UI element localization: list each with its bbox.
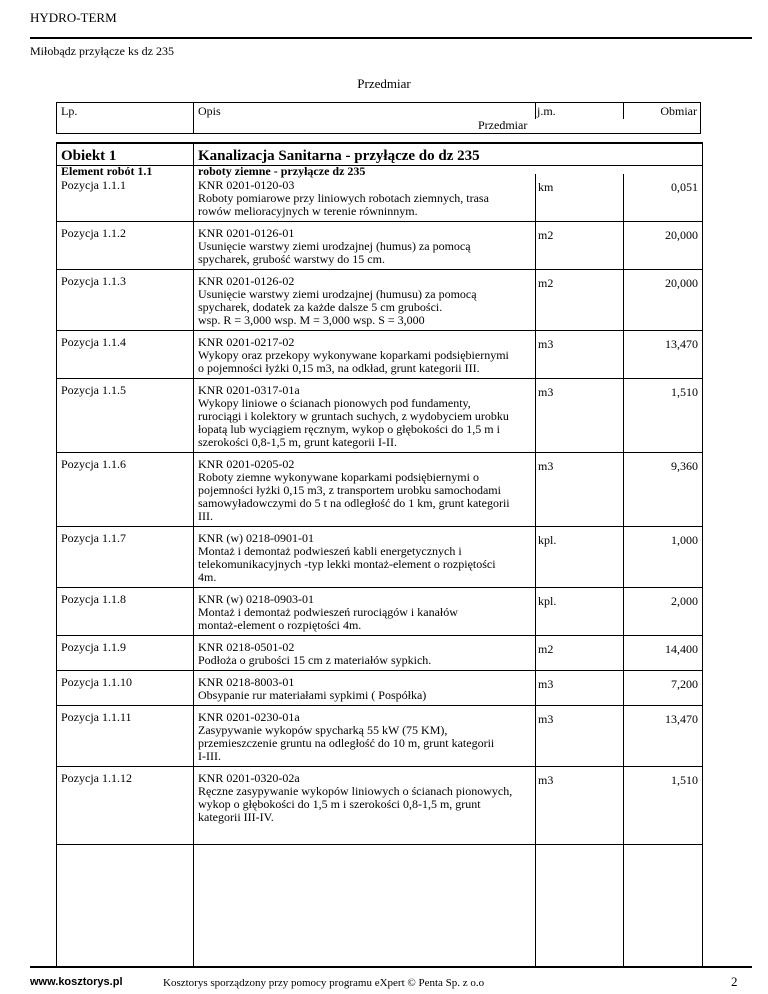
row-code: KNR 0201-0126-02 — [198, 274, 295, 288]
row-quantity: 13,470 — [665, 337, 698, 351]
row-quantity: 0,051 — [671, 180, 698, 194]
row-position: Pozycja 1.1.4 — [61, 335, 126, 349]
row-quantity: 7,200 — [671, 677, 698, 691]
company-name: HYDRO-TERM — [30, 10, 117, 25]
row-code: KNR (w) 0218-0901-01 — [198, 531, 314, 545]
row-description-line: Ręczne zasypywanie wykopów liniowych o ścianach pionowych, — [198, 784, 513, 798]
row-position: Pozycja 1.1.8 — [61, 592, 126, 606]
footer-rule — [30, 966, 752, 968]
row-code: KNR 0201-0120-03 — [198, 178, 295, 192]
row-divider — [57, 635, 702, 636]
row-unit: m3 — [538, 337, 554, 351]
row-divider — [57, 670, 702, 671]
header-rule — [30, 37, 752, 39]
object-title: Kanalizacja Sanitarna - przyłącze do dz 235 — [198, 148, 480, 164]
row-position: Pozycja 1.1.11 — [61, 710, 132, 724]
row-unit: m3 — [538, 773, 554, 787]
row-description-line: rurociągi i kolektory w gruntach suchych, z wydobyciem urobku — [198, 409, 509, 423]
row-unit: m2 — [538, 228, 554, 242]
row-code: KNR 0218-0501-02 — [198, 640, 295, 654]
row-description-line: łopatą lub wyciągiem ręcznym, wykop o głębokości do 1,5 m i — [198, 422, 500, 436]
row-description-line: 4m. — [198, 570, 217, 584]
row-divider — [57, 766, 702, 767]
row-quantity: 1,510 — [671, 773, 698, 787]
row-unit: m2 — [538, 276, 554, 290]
row-description-line: Roboty pomiarowe przy liniowych robotach ziemnych, trasa — [198, 191, 489, 205]
row-divider — [57, 526, 702, 527]
row-code: KNR 0201-0317-01a — [198, 383, 300, 397]
row-description-line: Zasypywanie wykopów spycharką 55 kW (75 KM), — [198, 723, 448, 737]
document-title: Przedmiar — [357, 76, 411, 91]
row-position: Pozycja 1.1.6 — [61, 457, 126, 471]
row-description-line: I-III. — [198, 749, 221, 763]
row-quantity: 20,000 — [665, 228, 698, 242]
object-label: Obiekt 1 — [61, 148, 117, 164]
row-description-line: rowów melioracyjnych w terenie równinnym. — [198, 204, 418, 218]
row-quantity: 9,360 — [671, 459, 698, 473]
row-divider — [57, 269, 702, 270]
row-code: KNR 0201-0320-02a — [198, 771, 300, 785]
row-unit: kpl. — [538, 594, 557, 608]
row-description-line: samowyładowczymi do 5 t na odległość do 1 km, grunt kategorii — [198, 496, 510, 510]
row-description-line: wsp. R = 3,000 wsp. M = 3,000 wsp. S = 3,000 — [198, 313, 425, 327]
row-code: KNR 0201-0126-01 — [198, 226, 295, 240]
row-position: Pozycja 1.1.1 — [61, 178, 126, 192]
row-description-line: szerokości 0,8-1,5 m, grunt kategorii I-II. — [198, 435, 397, 449]
row-divider — [57, 705, 702, 706]
row-description-line: telekomunikacyjnych -typ lekki montaż-element o rozpiętości — [198, 557, 496, 571]
row-unit: kpl. — [538, 533, 557, 547]
row-quantity: 1,510 — [671, 385, 698, 399]
row-unit: m3 — [538, 677, 554, 691]
row-quantity: 2,000 — [671, 594, 698, 608]
row-quantity: 1,000 — [671, 533, 698, 547]
footer-note: Kosztorys sporządzony przy pomocy programu eXpert © Penta Sp. z o.o — [163, 977, 485, 989]
row-description-line: Wykopy oraz przekopy wykonywane koparkami podsiębiernymi — [198, 348, 509, 362]
row-divider — [57, 587, 702, 588]
row-divider — [57, 452, 702, 453]
row-quantity: 14,400 — [665, 642, 698, 656]
row-divider — [57, 378, 702, 379]
col-obmiar: Obmiar — [660, 104, 697, 118]
row-description-line: Podłoża o grubości 15 cm z materiałów sypkich. — [198, 653, 432, 667]
row-description-line: Usunięcie warstwy ziemi urodzajnej (humusu) za pomocą — [198, 287, 477, 301]
col-przedmiar: Przedmiar — [478, 118, 528, 132]
row-unit: m3 — [538, 459, 554, 473]
row-unit: m2 — [538, 642, 554, 656]
row-position: Pozycja 1.1.12 — [61, 771, 132, 785]
col-lp: Lp. — [61, 104, 78, 118]
row-description-line: przemieszczenie gruntu na odległość do 10 m, grunt kategorii — [198, 736, 495, 750]
row-position: Pozycja 1.1.3 — [61, 274, 126, 288]
row-description-line: Obsypanie rur materiałami sypkimi ( Pospółka) — [198, 688, 427, 702]
row-description-line: montaż-element o rozpiętości 4m. — [198, 618, 362, 632]
row-quantity: 13,470 — [665, 712, 698, 726]
row-divider — [57, 330, 702, 331]
row-divider — [57, 844, 702, 845]
col-jm: j.m. — [537, 104, 556, 118]
row-description-line: Wykopy liniowe o ścianach pionowych pod fundamenty, — [198, 396, 471, 410]
row-description-line: spycharek, grubość warstwy do 15 cm. — [198, 252, 385, 266]
row-quantity: 20,000 — [665, 276, 698, 290]
column-header — [56, 102, 701, 134]
row-code: KNR 0218-8003-01 — [198, 675, 295, 689]
row-unit: m3 — [538, 712, 554, 726]
page-number: 2 — [731, 974, 738, 989]
row-description-line: o pojemności łyżki 0,15 m3, na odkład, grunt kategorii III. — [198, 361, 480, 375]
row-code: KNR 0201-0230-01a — [198, 710, 300, 724]
row-code: KNR (w) 0218-0903-01 — [198, 592, 314, 606]
row-description-line: Usunięcie warstwy ziemi urodzajnej (humus) za pomocą — [198, 239, 471, 253]
row-description-line: pojemności łyżki 0,15 m3, z transportem urobku samochodami — [198, 483, 501, 497]
row-description-line: kategorii III-IV. — [198, 810, 274, 824]
row-description-line: Montaż i demontaż podwieszeń kabli energetycznych i — [198, 544, 462, 558]
cost-table — [56, 142, 703, 968]
row-code: KNR 0201-0205-02 — [198, 457, 295, 471]
row-position: Pozycja 1.1.7 — [61, 531, 126, 545]
project-name: Miłobądz przyłącze ks dz 235 — [30, 44, 174, 58]
row-code: KNR 0201-0217-02 — [198, 335, 295, 349]
row-description-line: Roboty ziemne wykonywane koparkami podsiębiernymi o — [198, 470, 479, 484]
row-position: Pozycja 1.1.10 — [61, 675, 132, 689]
row-position: Pozycja 1.1.9 — [61, 640, 126, 654]
col-opis: Opis — [198, 104, 221, 118]
row-unit: m3 — [538, 385, 554, 399]
row-position: Pozycja 1.1.5 — [61, 383, 126, 397]
element-label: Element robót 1.1 — [61, 164, 153, 178]
row-description-line: spycharek, dodatek za każde dalsze 5 cm grubości. — [198, 300, 443, 314]
row-unit: km — [538, 180, 554, 194]
footer-site: www.kosztorys.pl — [30, 976, 123, 988]
row-position: Pozycja 1.1.2 — [61, 226, 126, 240]
row-description-line: Montaż i demontaż podwieszeń rurociągów i kanałów — [198, 605, 458, 619]
element-title: roboty ziemne - przyłącze dz 235 — [198, 164, 366, 178]
row-divider — [57, 221, 702, 222]
row-description-line: III. — [198, 509, 213, 523]
row-description-line: wykop o głębokości do 1,5 m i szerokości 0,8-1,5 m, grunt — [198, 797, 481, 811]
